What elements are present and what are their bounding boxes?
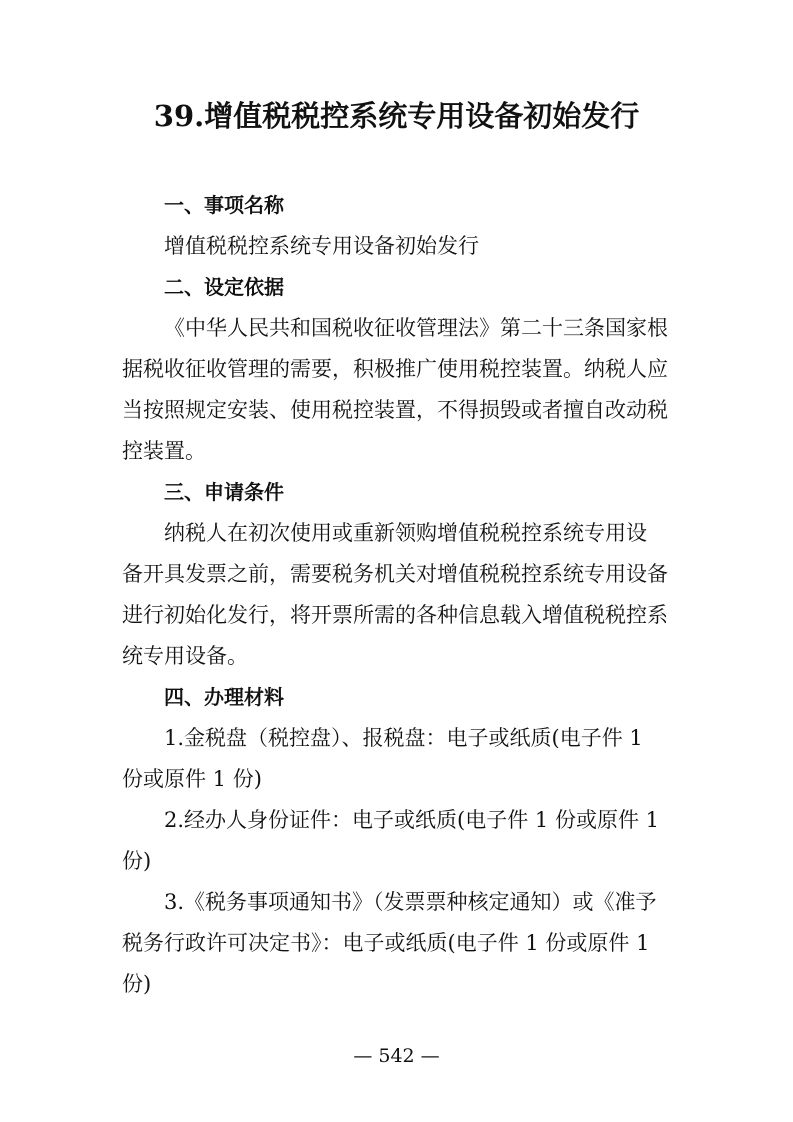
paragraph-line: 控装置。 (122, 439, 206, 463)
section-heading-item-name: 一、事项名称 (164, 193, 284, 217)
paragraph-line: 纳税人在初次使用或重新领购增值税税控系统专用设 (164, 521, 647, 545)
section-heading-materials: 四、办理材料 (164, 685, 284, 709)
paragraph-line: 据税收征收管理的需要，积极推广使用税控装置。纳税人应 (122, 357, 668, 381)
material-item-line: 3.《税务事项通知书》（发票票种核定通知）或《准予 (164, 890, 657, 914)
paragraph-line: 增值税税控系统专用设备初始发行 (164, 234, 479, 258)
page-number: — 542 — (353, 1045, 440, 1067)
material-item-line: 份) (122, 972, 152, 996)
material-item-line: 税务行政许可决定书》：电子或纸质(电子件 1 份或原件 1 (122, 931, 650, 955)
paragraph-line: 当按照规定安装、使用税控装置，不得损毁或者擅自改动税 (122, 398, 668, 422)
page-title: 39.增值税税控系统专用设备初始发行 (153, 99, 640, 133)
material-item-line: 份或原件 1 份) (122, 767, 262, 791)
paragraph-line: 备开具发票之前，需要税务机关对增值税税控系统专用设备 (122, 562, 668, 586)
paragraph-line: 《中华人民共和国税收征收管理法》第二十三条国家根 (164, 316, 668, 340)
section-heading-conditions: 三、申请条件 (164, 480, 284, 504)
material-item-line: 2.经办人身份证件：电子或纸质(电子件 1 份或原件 1 (164, 808, 659, 832)
material-item-line: 份) (122, 849, 152, 873)
section-heading-legal-basis: 二、设定依据 (164, 275, 284, 299)
material-item-line: 1.金税盘（税控盘）、报税盘：电子或纸质(电子件 1 (164, 726, 643, 750)
paragraph-line: 统专用设备。 (122, 644, 248, 668)
paragraph-line: 进行初始化发行，将开票所需的各种信息载入增值税税控系 (122, 603, 668, 627)
